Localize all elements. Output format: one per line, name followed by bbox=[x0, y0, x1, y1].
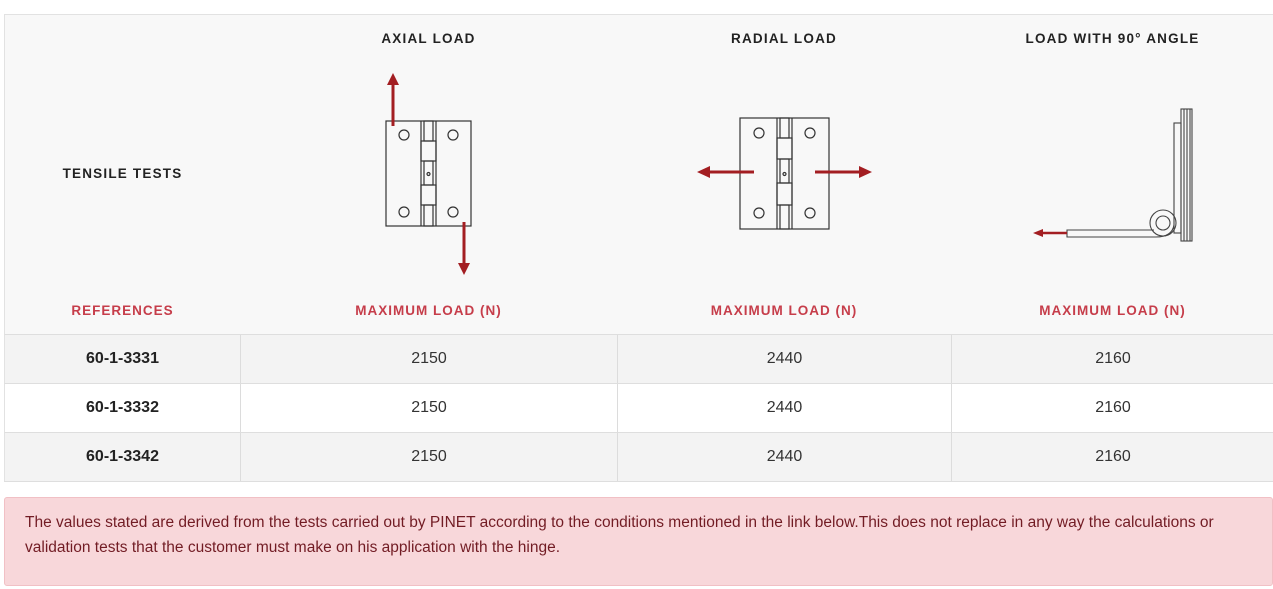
angle-load-hinge-diagram bbox=[951, 65, 1273, 295]
table-row bbox=[4, 383, 1273, 432]
angle-load-title: LOAD WITH 90° ANGLE bbox=[1025, 31, 1200, 46]
radial-load-max-label: MAXIMUM LOAD (N) bbox=[710, 303, 858, 318]
tensile-tests-label: TENSILE TESTS bbox=[62, 166, 183, 181]
axial-value-cell: 2150 bbox=[240, 384, 617, 432]
tensile-tests-table bbox=[4, 14, 1273, 482]
angle-value-cell: 2160 bbox=[951, 384, 1273, 432]
reference-cell: 60-1-3342 bbox=[86, 448, 159, 465]
disclaimer-text: The values stated are derived from the tests carried out by PINET according to the conditions mentioned in the link below.This does not replace in any way the calculations or validation tests that the customer must make on his application with the hinge. bbox=[25, 514, 1214, 556]
radial-load-hinge-diagram bbox=[617, 65, 951, 295]
angle-value-cell: 2160 bbox=[951, 335, 1273, 383]
table-row bbox=[4, 432, 1273, 481]
axial-load-title: AXIAL LOAD bbox=[381, 31, 476, 46]
axial-value-cell: 2150 bbox=[240, 335, 617, 383]
radial-value-cell: 2440 bbox=[617, 335, 951, 383]
table-header bbox=[4, 15, 1273, 334]
table-row bbox=[4, 334, 1273, 383]
header-axial-load-column bbox=[240, 15, 617, 334]
reference-cell: 60-1-3331 bbox=[86, 350, 159, 367]
axial-load-max-label: MAXIMUM LOAD (N) bbox=[355, 303, 502, 318]
header-radial-load-column bbox=[617, 15, 951, 334]
axial-value-cell: 2150 bbox=[240, 433, 617, 481]
header-references-column bbox=[5, 15, 240, 334]
radial-value-cell: 2440 bbox=[617, 384, 951, 432]
angle-load-max-label: MAXIMUM LOAD (N) bbox=[1039, 303, 1186, 318]
table-bottom-border bbox=[4, 481, 1273, 482]
axial-load-hinge-diagram bbox=[240, 65, 617, 295]
disclaimer-notice bbox=[4, 497, 1273, 586]
angle-value-cell: 2160 bbox=[951, 433, 1273, 481]
radial-load-title: RADIAL LOAD bbox=[731, 31, 837, 46]
references-label: REFERENCES bbox=[71, 303, 174, 318]
header-angle-load-column bbox=[951, 15, 1273, 334]
radial-value-cell: 2440 bbox=[617, 433, 951, 481]
reference-cell: 60-1-3332 bbox=[86, 399, 159, 416]
